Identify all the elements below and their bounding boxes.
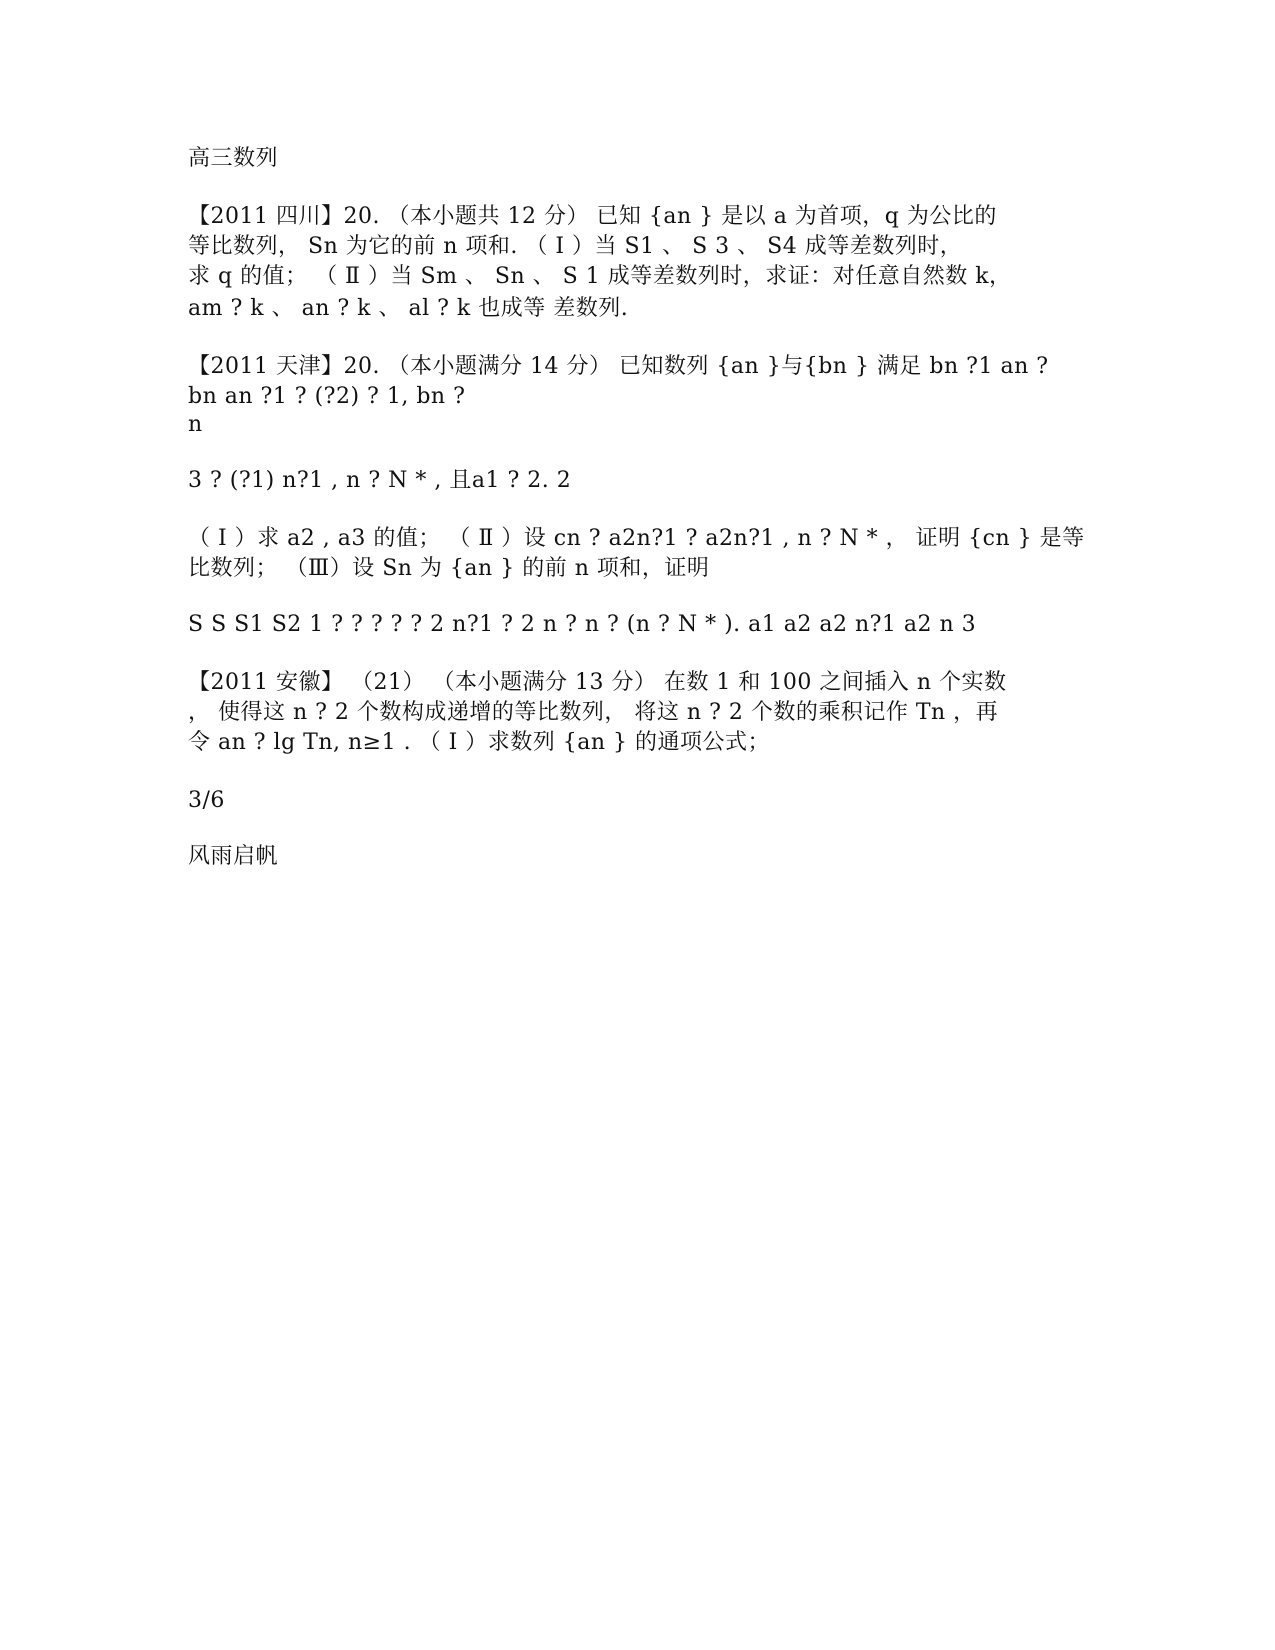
problem-tianjin-line-3: n [188,412,203,437]
problem-tianjin-formula-1: 3 ? (?1) n?1 , n ? N * , 且a1 ? 2. 2 [188,468,572,493]
problem-sichuan-line-1: 【2011 四川】20. （本小题共 12 分） 已知 {an } 是以 a 为首项，q 为公比的 [188,204,997,229]
problem-anhui-line-1: 【2011 安徽】 （21） （本小题满分 13 分） 在数 1 和 100 之间插入 n 个实数 [188,670,1007,695]
problem-sichuan-line-2: 等比数列， Sn 为它的前 n 项和. （ Ⅰ ）当 S1 、 S 3 、 S4 成等差数列时， [188,234,963,259]
problem-sichuan-line-3: 求 q 的值； （ Ⅱ ）当 Sm 、 Sn 、 S 1 成等差数列时，求证：对任意自然数 k， [188,264,1012,289]
problem-anhui-line-2: ， 使得这 n ? 2 个数构成递增的等比数列， 将这 n ? 2 个数的乘积记作 Tn ，再 [188,700,999,725]
page-number: 3/6 [188,788,225,813]
problem-sichuan-line-4: am ? k 、 an ? k 、 al ? k 也成等 差数列. [188,296,629,321]
problem-tianjin-line-2: bn an ?1 ? (?2) ? 1, bn ? [188,384,466,409]
document-header: 高三数列 [188,146,279,171]
problem-tianjin-formula-2: S S S1 S2 1 ? ? ? ? ? 2 n?1 ? 2 n ? n ? (n ? N * ). a1 a2 a2 n?1 a2 n 3 [188,612,977,637]
problem-anhui-line-3: 令 an ? lg Tn, n≥1 . （ Ⅰ ）求数列 {an } 的通项公式； [188,730,771,755]
document-footer: 风雨启帆 [188,844,279,869]
problem-tianjin-parts-line-1: （ Ⅰ ）求 a2 , a3 的值； （ Ⅱ ）设 cn ? a2n?1 ? a2n?1 , n ? N * ， 证明 {cn } 是等 [188,526,1085,551]
problem-tianjin-line-1: 【2011 天津】20. （本小题满分 14 分） 已知数列 {an }与{bn } 满足 bn ?1 an ? [188,354,1049,379]
problem-tianjin-parts-line-2: 比数列； （Ⅲ）设 Sn 为 {an } 的前 n 项和，证明 [188,556,710,581]
